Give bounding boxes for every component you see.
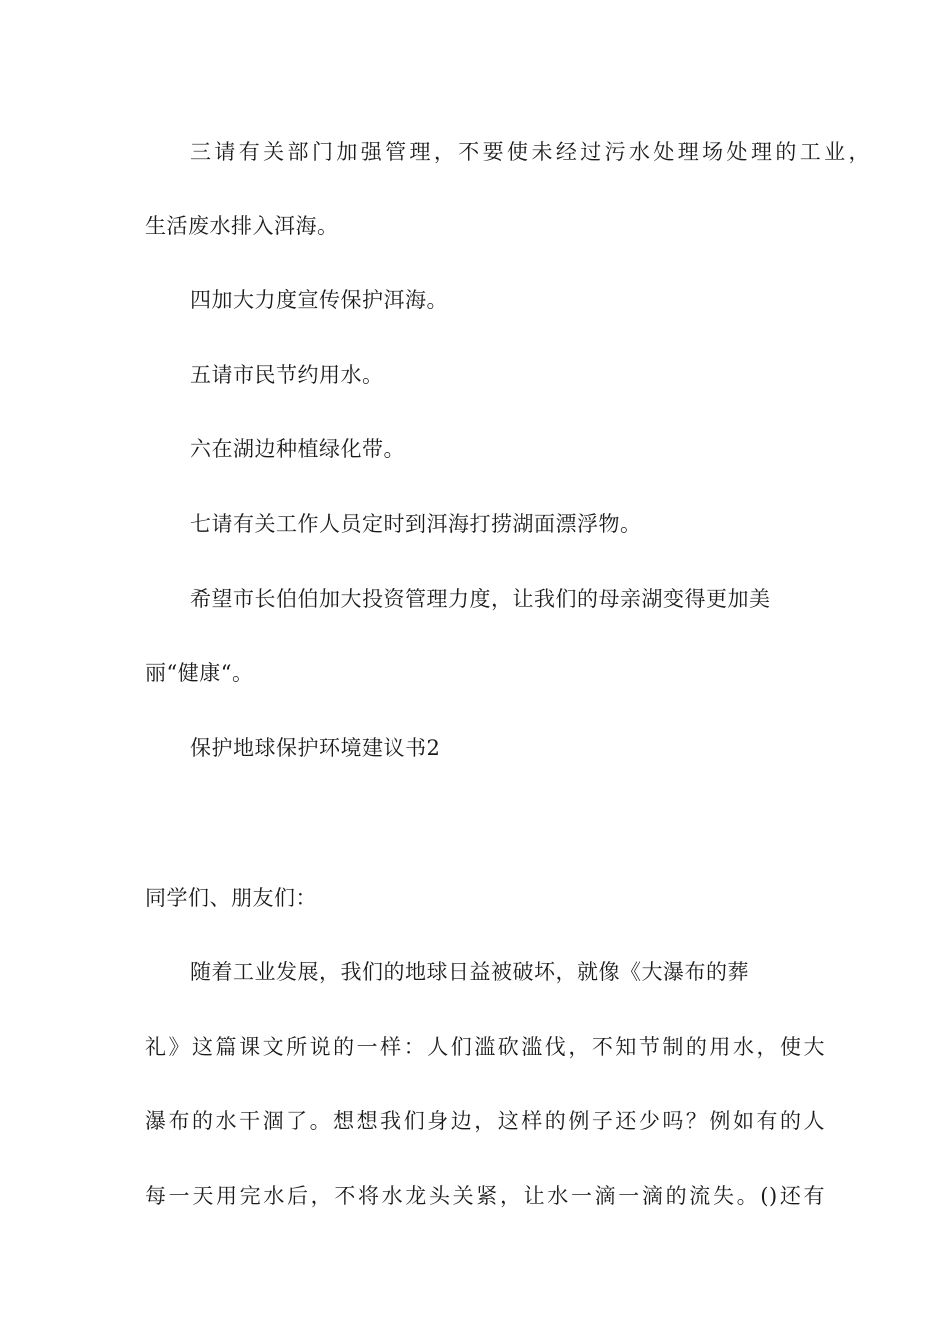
paragraph-line: 丽“健康“。 [145,661,254,685]
section-heading: 保护地球保护环境建议书2 [190,736,441,760]
paragraph-line: 七请有关工作人员定时到洱海打捞湖面漂浮物。 [190,512,642,536]
paragraph-line: 四加大力度宣传保护洱海。 [190,288,448,312]
paragraph-line: 每一天用完水后，不将水龙头关紧，让水一滴一滴的流失。()还有 [145,1184,825,1208]
paragraph-line: 五请市民节约用水。 [190,363,384,387]
paragraph-line: 生活废水排入洱海。 [145,214,339,238]
paragraph-line: 希望市长伯伯加大投资管理力度，让我们的母亲湖变得更加美 [190,587,771,611]
paragraph-line: 六在湖边种植绿化带。 [190,437,405,461]
paragraph-line: 瀑布的水干涸了。想想我们身边，这样的例子还少吗？例如有的人 [145,1109,825,1133]
paragraph-line: 三请有关部门加强管理，不要使未经过污水处理场处理的工业， [190,140,870,164]
paragraph-line: 礼》这篇课文所说的一样：人们滥砍滥伐，不知节制的用水，使大 [145,1035,825,1059]
salutation: 同学们、朋友们： [145,886,317,910]
paragraph-line: 随着工业发展，我们的地球日益被破坏，就像《大瀑布的葬 [190,960,749,984]
